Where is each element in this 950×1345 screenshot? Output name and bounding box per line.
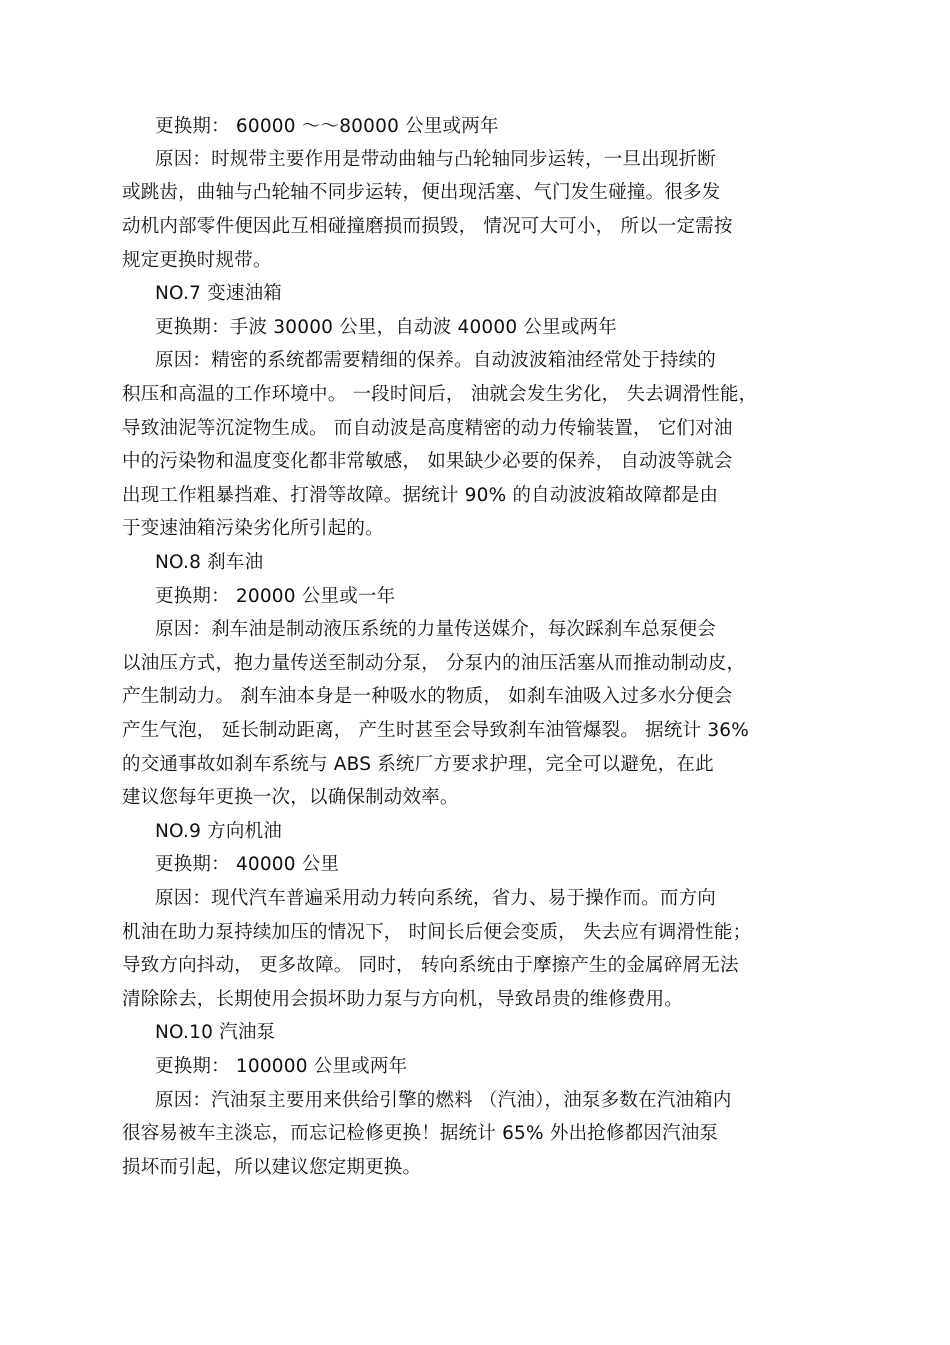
reason-paragraph-line: 原因：精密的系统都需要精细的保养。自动波波箱油经常处于持续的 — [155, 350, 717, 371]
section-heading-no9: NO.9 方向机油 — [155, 821, 282, 842]
paragraph-line: 以油压方式，抱力量传送至制动分泵， 分泵内的油压活塞从而推动制动皮， — [122, 653, 746, 674]
paragraph-line: 出现工作粗暴挡难、打滑等故障。据统计 90% 的自动波波箱故障都是由 — [122, 485, 719, 506]
replacement-period-line: 更换期：手波 30000 公里，自动波 40000 公里或两年 — [155, 317, 617, 338]
paragraph-line: 规定更换时规带。 — [122, 250, 272, 271]
paragraph-line: 或跳齿，曲轴与凸轮轴不同步运转，便出现活塞、气门发生碰撞。很多发 — [122, 182, 721, 203]
paragraph-line: 产生气泡， 延长制动距离， 产生时甚至会导致刹车油管爆裂。 据统计 36% — [122, 720, 750, 741]
reason-paragraph-line: 原因：刹车油是制动液压系统的力量传送媒介，每次踩刹车总泵便会 — [155, 619, 717, 640]
paragraph-line: 积压和高温的工作环境中。 一段时间后， 油就会发生劣化， 失去调滑性能， — [122, 384, 758, 405]
paragraph-line: 建议您每年更换一次，以确保制动效率。 — [122, 787, 459, 808]
paragraph-line: 动机内部零件便因此互相碰撞磨损而损毁， 情况可大可小， 所以一定需按 — [122, 216, 733, 237]
paragraph-line: 机油在助力泵持续加压的情况下， 时间长后便会变质， 失去应有调滑性能； — [122, 922, 752, 943]
reason-paragraph-line: 原因：时规带主要作用是带动曲轴与凸轮轴同步运转，一旦出现折断 — [155, 149, 717, 170]
paragraph-line: 清除除去，长期使用会损坏助力泵与方向机，导致昂贵的维修费用。 — [122, 989, 684, 1010]
section-heading-no8: NO.8 刹车油 — [155, 552, 264, 573]
replacement-period-line: 更换期： 40000 公里 — [155, 854, 340, 875]
paragraph-line: 很容易被车主淡忘，而忘记检修更换！据统计 65% 外出抢修都因汽油泵 — [122, 1123, 719, 1144]
replacement-period-line: 更换期： 100000 公里或两年 — [155, 1056, 408, 1077]
paragraph-line: 损坏而引起，所以建议您定期更换。 — [122, 1157, 422, 1178]
paragraph-line: 的交通事故如刹车系统与 ABS 系统厂方要求护理，完全可以避免，在此 — [122, 754, 714, 775]
section-heading-no7: NO.7 变速油箱 — [155, 283, 282, 304]
reason-paragraph-line: 原因：现代汽车普遍采用动力转向系统，省力、易于操作而。而方向 — [155, 888, 717, 909]
reason-paragraph-line: 原因：汽油泵主要用来供给引擎的燃料 （汽油），油泵多数在汽油箱内 — [155, 1090, 732, 1111]
paragraph-line: 导致油泥等沉淀物生成。 而自动波是高度精密的动力传输装置， 它们对油 — [122, 418, 733, 439]
replacement-period-line: 更换期： 60000 ～～80000 公里或两年 — [155, 116, 499, 137]
replacement-period-line: 更换期： 20000 公里或一年 — [155, 586, 396, 607]
paragraph-line: 于变速油箱污染劣化所引起的。 — [122, 518, 384, 539]
paragraph-line: 中的污染物和温度变化都非常敏感， 如果缺少必要的保养， 自动波等就会 — [122, 451, 733, 472]
paragraph-line: 导致方向抖动， 更多故障。 同时， 转向系统由于摩擦产生的金属碎屑无法 — [122, 955, 739, 976]
paragraph-line: 产生制动力。 刹车油本身是一种吸水的物质， 如刹车油吸入过多水分便会 — [122, 686, 733, 707]
section-heading-no10: NO.10 汽油泵 — [155, 1022, 276, 1043]
